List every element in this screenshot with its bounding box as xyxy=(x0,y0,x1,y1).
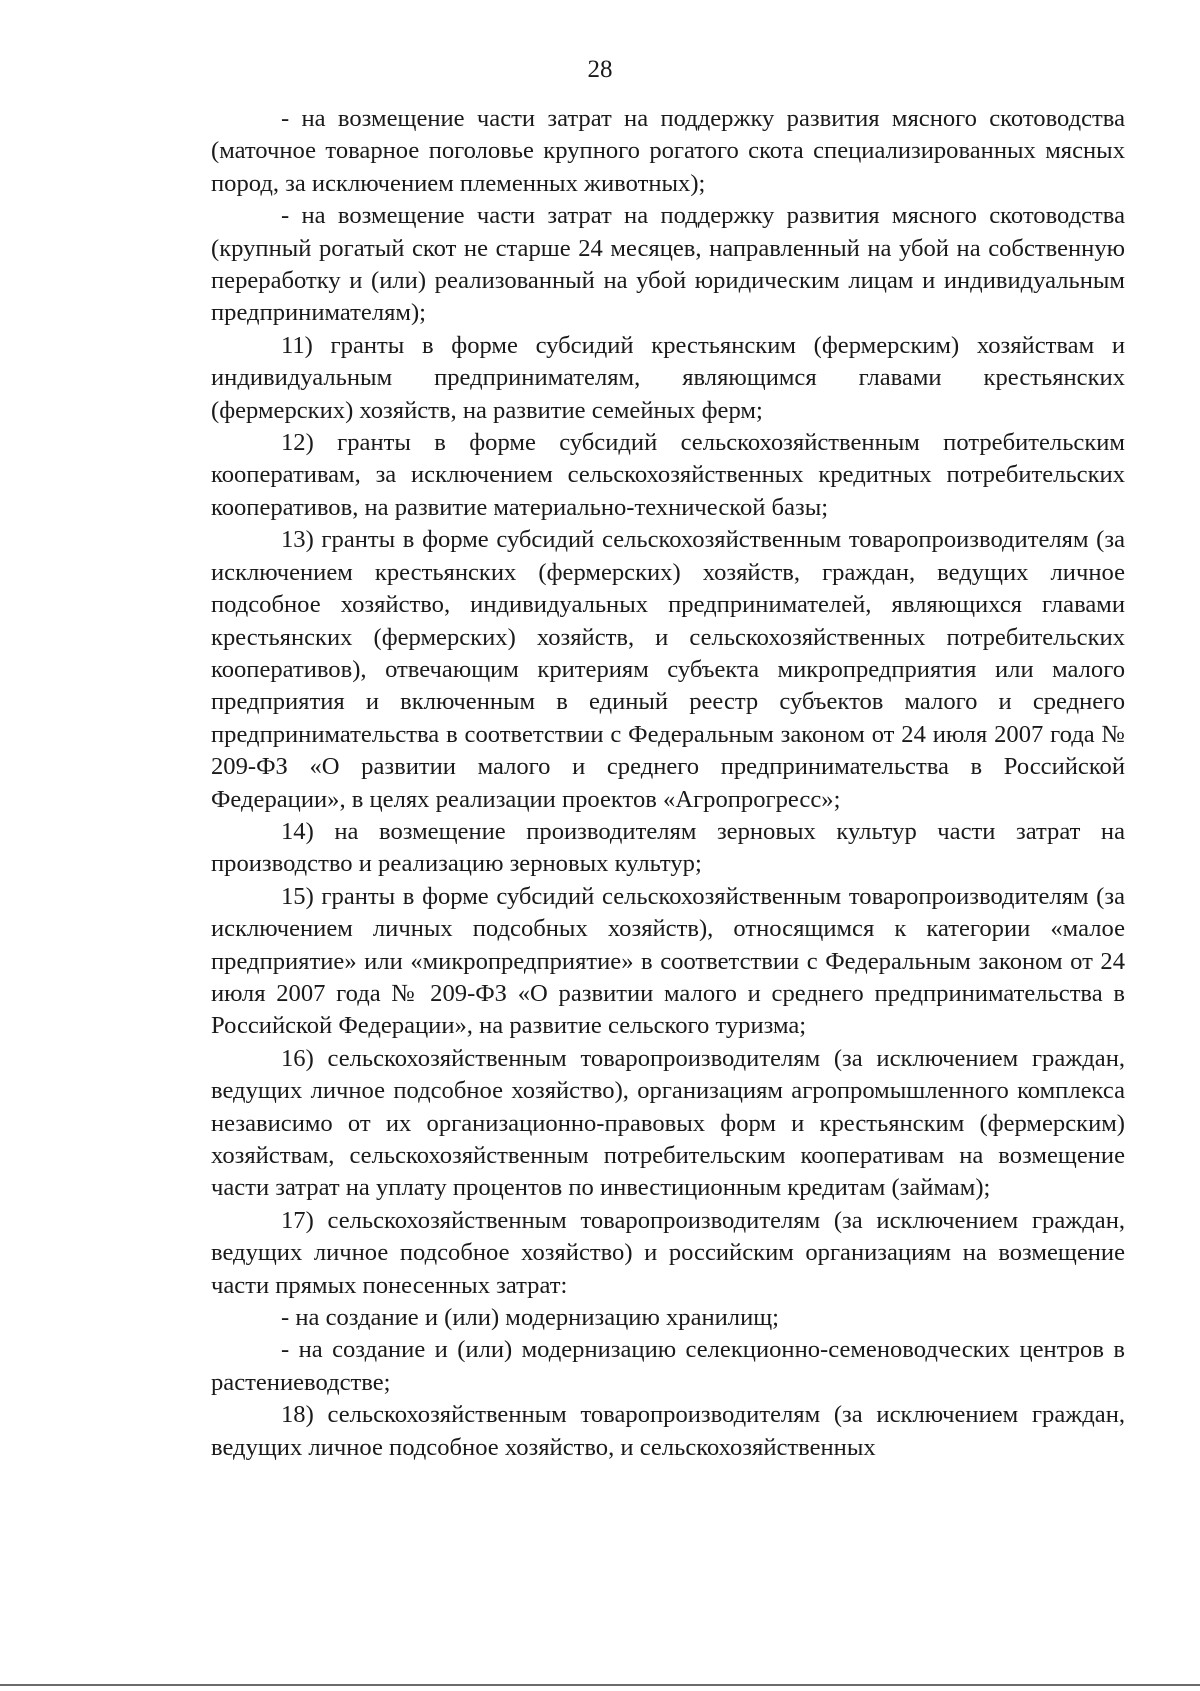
paragraph: 12) гранты в форме субсидий сельскохозяйственным потребительским кооперативам, за исключением сельскохозяйственных кредитных потребительских кооперативов, на развитие материально-технической базы; xyxy=(211,429,1125,521)
paragraph: 16) сельскохозяйственным товаропроизводителям (за исключением граждан, ведущих личное подсобное хозяйство), организациям агропромышленного комплекса независимо от их организационно-правовых форм и крестьянским (фермерским) хозяйствам, сельскохозяйственным потребительским кооперативам на возмещение части затрат на уплату процентов по инвестиционным кредитам (займам); xyxy=(211,1044,1125,1202)
paragraph: 17) сельскохозяйственным товаропроизводителям (за исключением граждан, ведущих личное подсобное хозяйство) и российским организациям на возмещение части прямых понесенных затрат: xyxy=(211,1206,1125,1299)
paragraph: 15) гранты в форме субсидий сельскохозяйственным товаропроизводителям (за исключением личных подсобных хозяйств), относящимся к категории «малое предприятие» или «микропредприятие» в соответствии с Федеральным законом от 24 июля 2007 года № 209-ФЗ «О развитии малого и среднего предпринимательства в Российской Федерации», на развитие сельского туризма; xyxy=(211,882,1125,1040)
paragraph: - на создание и (или) модернизацию хранилищ; xyxy=(281,1304,780,1332)
paragraph: 11) гранты в форме субсидий крестьянским (фермерским) хозяйствам и индивидуальным предпринимателям, являющимся главами крестьянских (фермерских) хозяйств, на развитие семейных ферм; xyxy=(211,331,1125,424)
paragraph: - на возмещение части затрат на поддержку развития мясного скотоводства (маточное товарное поголовье крупного рогатого скота специализированных мясных пород, за исключением племенных животных); xyxy=(211,105,1125,197)
scan-edge-line xyxy=(0,1684,1200,1686)
paragraph: 14) на возмещение производителям зерновых культур части затрат на производство и реализацию зерновых культур; xyxy=(211,817,1125,878)
paragraph: 18) сельскохозяйственным товаропроизводителям (за исключением граждан, ведущих личное подсобное хозяйство, и сельскохозяйственных xyxy=(211,1401,1125,1461)
paragraph: 13) гранты в форме субсидий сельскохозяйственным товаропроизводителям (за исключением крестьянских (фермерских) хозяйств, граждан, ведущих личное подсобное хозяйство, индивидуальных предпринимателей, являющихся главами крестьянских (фермерских) хозяйств, и сельскохозяйственных потребительских кооперативов), отвечающим критериям субъекта микропредприятия или малого предприятия и включенным в единый реестр субъектов малого и среднего предпринимательства в соответствии с Федеральным законом от 24 июля 2007 года № 209-ФЗ «О развитии малого и среднего предпринимательства в Российской Федерации», в целях реализации проектов «Агропрогресс»; xyxy=(211,526,1125,813)
paragraph: - на создание и (или) модернизацию селекционно-семеноводческих центров в растениеводстве; xyxy=(211,1336,1125,1396)
document-body xyxy=(211,103,1125,1464)
page-number: 28 xyxy=(587,56,613,83)
paragraph: - на возмещение части затрат на поддержку развития мясного скотоводства (крупный рогатый скот не старше 24 месяцев, направленный на убой на собственную переработку и (или) реализованный на убой юридическим лицам и индивидуальным предпринимателям); xyxy=(211,202,1125,327)
